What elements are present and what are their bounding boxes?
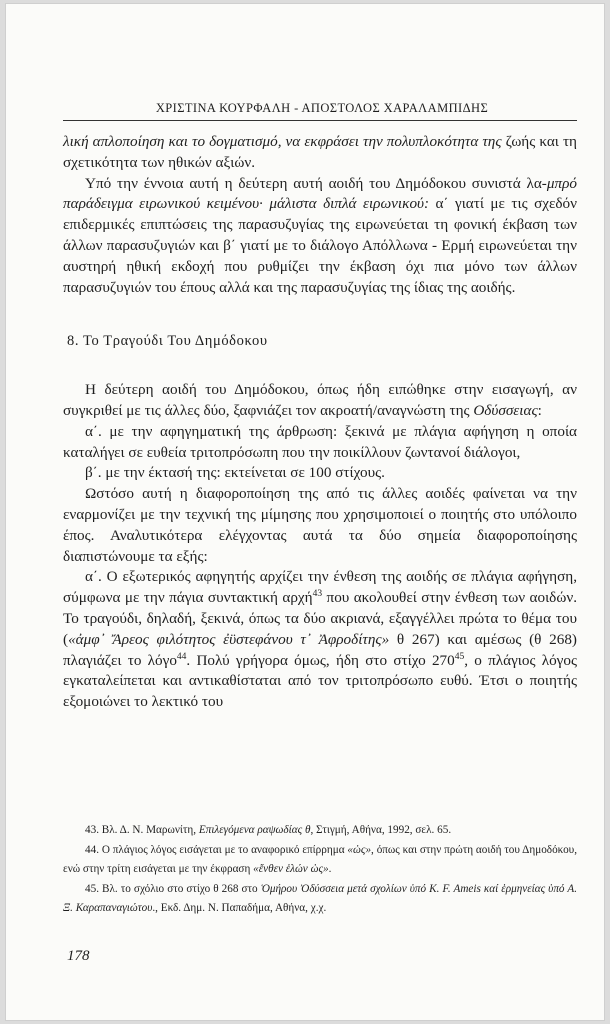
footnote-44-end: .	[328, 863, 332, 875]
paragraph-1-italic: λική απλοποίηση και το δογματισμό, να εκφράσει την πολυπλοκότητα της	[63, 133, 502, 150]
paragraph-1-rest: ζωής και τη σχετικότητα των ηθικών αξιών.	[63, 133, 577, 171]
paragraph-2-italic: μπρό παράδειγμα ειρωνικού κειμένου· μάλιστα διπλά ειρωνικού:	[63, 174, 577, 213]
paragraph-3-start: Η δεύτερη αοιδή του Δημόδοκου, όπως ήδη ειπώθηκε στην εισαγωγή, αν συγκριθεί με τις άλλες δύο, ξαφνιάζει τον ακροατή/αναγνώστη της	[63, 381, 577, 419]
paragraph-7-a: α΄. Ο εξωτερικός αφηγητής αρχίζει την ένθεση της αοιδής σε πλάγια αφήγηση, σύμφωνα με την πάγια συντακτική αρχή	[63, 568, 577, 607]
paragraph-7-d: . Πολύ γρήγορα όμως, ήδη στο στίχο 270	[186, 651, 455, 669]
footnote-44-quote-2: «ἔνθεν ἑλών ὡς»	[253, 863, 329, 875]
footnote-45-title: Ὁμήρου Ὀδύσσεια μετά σχολίων ὑπό K. F. Ameis καί ἑρμηνείας ὑπό Α. Ξ. Καραπαναγιώτου	[63, 882, 577, 914]
paragraph-3	[63, 380, 577, 422]
paragraph-5: β΄. με την έκτασή της: εκτείνεται σε 100 στίχους.	[85, 464, 385, 482]
footnote-45	[63, 880, 577, 919]
footnote-ref-44: 44	[176, 651, 187, 662]
paragraph-2-start: Υπό την έννοια αυτή η δεύτερη αυτή αοιδή του Δημόδοκου συνιστά λα-	[85, 174, 547, 192]
homer-quote: «ἀμφ᾽ Ἄρεος φιλότητος ἐϋστεφάνου τ᾽ Ἀφροδίτης»	[68, 630, 390, 648]
footnote-44-middle: , όπως και στην πρώτη αοιδή του Δημοδόκου, ενώ στην τρίτη εισάγεται με την έκφραση	[63, 843, 577, 875]
footnote-44	[63, 841, 577, 880]
footnote-ref-43: 43	[312, 589, 323, 600]
footnote-43	[63, 821, 577, 841]
paragraph-1	[63, 132, 577, 174]
paragraph-7	[63, 567, 577, 713]
footnote-43-start: 43. Βλ. Δ. Ν. Μαρωνίτη,	[85, 824, 199, 836]
footnotes	[63, 821, 577, 919]
page-number: 178	[67, 948, 90, 964]
paragraph-6: Ωστόσο αυτή η διαφοροποίηση της από τις άλλες αοιδές φαίνεται να την εναρμονίζει με την τεχνική της μίμησης που χρησιμοποιεί ο ποιητής στο υπόλοιπο έπος. Αναλυτικότερα ελέγχοντας αυτά τα δύο σημεία διαφοροποίησης διαπιστώνουμε τα εξής:	[63, 485, 577, 565]
paragraph-3-end: :	[537, 401, 542, 419]
footnote-ref-45: 45	[454, 651, 465, 662]
footnote-45-start: 45. Βλ. το σχόλιο στο στίχο θ 268 στο	[85, 882, 261, 895]
section-heading: 8. Το Τραγούδι Του Δημόδοκου	[67, 333, 268, 350]
header-rule	[63, 120, 577, 121]
paragraph-2-rest: α΄ γιατί με τις σχεδόν επιδερμικές επιπτώσεις της παρασυζυγίας της ειρωνεύεται τη φονική έκβαση των άλλων παρασυζυγιών και β΄ γιατί με το διάλογο Απόλλωνα - Ερμή ειρωνεύεται την αυστηρή ηθική εκδοχή που ρυθμίζει την έκβαση όχι πια μόνο των άλλων παρασυζυγιών του έπους αλλά και της παρασυζυγίας της ίδιας της αοιδής.	[63, 195, 577, 296]
main-text	[63, 132, 577, 713]
paragraph-7-e: , ο πλάγιος λόγος εγκαταλείπεται και αντικαθίσταται από τον τριτοπρόσωπο ευθύ. Έτσι ο ποιητής εξομοιώνει το λεκτικό του	[63, 651, 577, 711]
footnote-44-quote-1: «ὡς»	[347, 843, 372, 856]
paragraph-2	[63, 174, 577, 299]
footnote-43-title: Επιλεγόμενα ραψωδίας θ	[198, 824, 311, 836]
paragraph-3-italic: Οδύσσειας	[473, 401, 538, 419]
footnote-45-end: ., Εκδ. Δημ. Ν. Παπαδήμα, Αθήνα, χ.χ.	[152, 902, 327, 914]
footnote-44-start: 44. Ο πλάγιος λόγος εισάγεται με το αναφορικό επίρρημα	[85, 843, 348, 856]
paragraph-7-b: που ακολουθεί στην ένθεση των αοιδών. Το τραγούδι, δηλαδή, ξεκινά, όπως τα δύο ακριανά, εξαγγέλλει πρώτα το θέμα του (	[63, 589, 577, 648]
paragraph-4: α΄. με την αφηγηματική της άρθρωση: ξεκινά με πλάγια αφήγηση η οποία καταλήγει σε ευθεία τριτοπρόσωπη που την ποικίλλουν ζωντανοί διάλογοι,	[63, 422, 577, 461]
paragraph-7-c: θ 267) και αμέσως (θ 268) πλαγιάζει το λόγο	[63, 630, 577, 669]
book-page	[5, 3, 605, 1021]
running-head: ΧΡΙΣΤΙΝΑ ΚΟΥΡΦΑΛΗ - ΑΠΟΣΤΟΛΟΣ ΧΑΡΑΛΑΜΠΙΔΗΣ	[155, 101, 489, 115]
footnote-43-end: , Στιγμή, Αθήνα, 1992, σελ. 65.	[310, 824, 452, 836]
